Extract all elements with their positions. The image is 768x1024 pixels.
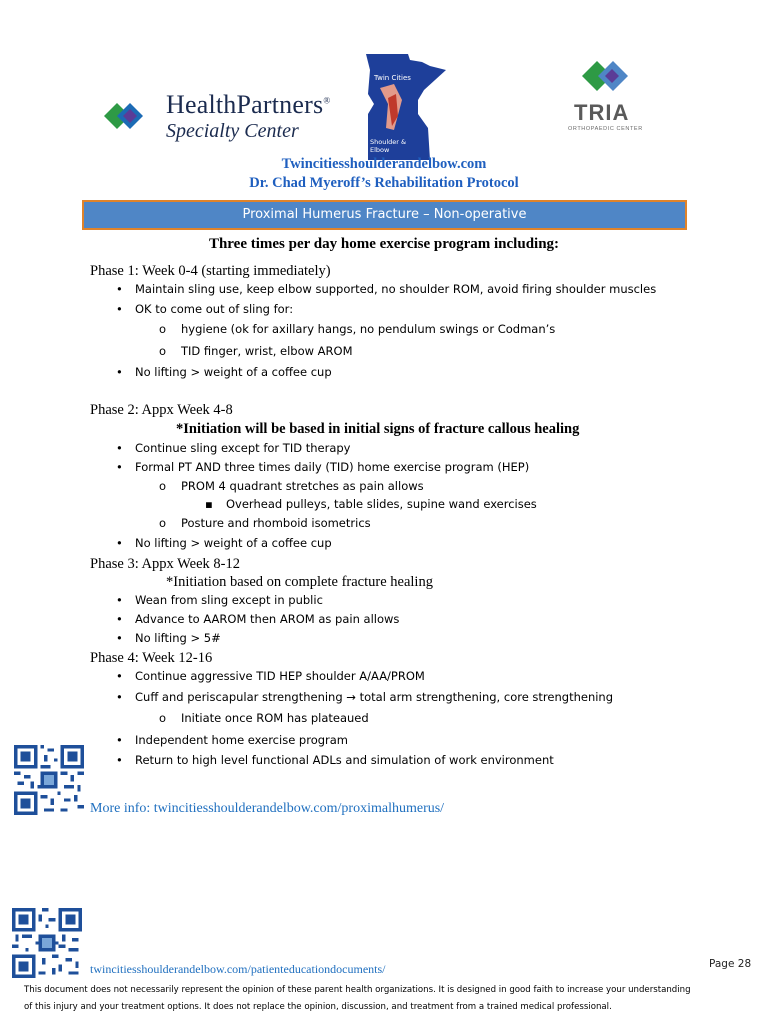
qr-code-icon[interactable] bbox=[12, 908, 82, 978]
phase-note: *Initiation will be based in initial signs of fracture callous healing bbox=[176, 421, 580, 437]
phase-heading: Phase 1: Week 0-4 (starting immediately) bbox=[90, 263, 331, 279]
list-item: No lifting > 5# bbox=[135, 631, 221, 645]
protocol-banner: Proximal Humerus Fracture – Non-operative bbox=[82, 200, 687, 230]
tria-logo bbox=[566, 56, 656, 136]
healthpartners-name: HealthPartners® bbox=[166, 90, 331, 119]
bullet-disc: • bbox=[116, 302, 123, 316]
list-item: No lifting > weight of a coffee cup bbox=[135, 536, 332, 550]
list-item: Formal PT AND three times daily (TID) home exercise program (HEP) bbox=[135, 460, 530, 474]
tria-name: TRIA bbox=[574, 100, 630, 125]
healthpartners-subtitle: Specialty Center bbox=[166, 120, 299, 142]
list-item: OK to come out of sling for: bbox=[135, 302, 294, 316]
bullet-disc: • bbox=[116, 612, 123, 626]
twin-cities-shoulder-elbow-logo bbox=[362, 50, 448, 162]
bullet-circle: o bbox=[159, 344, 167, 358]
bullet-square: ▪ bbox=[205, 497, 213, 511]
list-item: hygiene (ok for axillary hangs, no pendulum swings or Codman’s bbox=[181, 322, 556, 336]
phase-heading: Phase 4: Week 12-16 bbox=[90, 650, 213, 666]
phase-heading: Phase 3: Appx Week 8-12 bbox=[90, 556, 240, 572]
mn-logo-line3: Elbow bbox=[370, 146, 390, 154]
bullet-disc: • bbox=[116, 690, 123, 704]
protocol-title: Dr. Chad Myeroff’s Rehabilitation Protocol bbox=[249, 175, 519, 191]
phase-heading: Phase 2: Appx Week 4-8 bbox=[90, 402, 233, 418]
bullet-circle: o bbox=[159, 479, 167, 493]
bullet-disc: • bbox=[116, 733, 123, 747]
qr-code-icon[interactable] bbox=[14, 745, 84, 815]
more-info-link[interactable]: More info: twincitiesshoulderandelbow.com/proximalhumerus/ bbox=[90, 801, 445, 816]
bullet-disc: • bbox=[116, 536, 123, 550]
list-item: Overhead pulleys, table slides, supine wand exercises bbox=[226, 497, 537, 511]
bullet-disc: • bbox=[116, 669, 123, 683]
tria-subtitle: ORTHOPAEDIC CENTER bbox=[568, 126, 643, 132]
list-item: Wean from sling except in public bbox=[135, 593, 323, 607]
list-item: Continue sling except for TID therapy bbox=[135, 441, 351, 455]
list-item: Continue aggressive TID HEP shoulder A/AA/PROM bbox=[135, 669, 425, 683]
list-item: Independent home exercise program bbox=[135, 733, 349, 747]
list-item: TID finger, wrist, elbow AROM bbox=[181, 344, 353, 358]
site-title: Twincitiesshoulderandelbow.com bbox=[281, 156, 487, 172]
mn-logo-line1: Twin Cities bbox=[374, 74, 411, 82]
tria-diamonds-icon bbox=[580, 56, 638, 96]
mn-logo-line2: Shoulder & bbox=[370, 138, 407, 146]
bullet-circle: o bbox=[159, 711, 167, 725]
footer-link[interactable]: twincitiesshoulderandelbow.com/patienteducationdocuments/ bbox=[90, 962, 386, 976]
list-item: PROM 4 quadrant stretches as pain allows bbox=[181, 479, 424, 493]
disclaimer-line1: This document does not necessarily represent the opinion of these parent health organizations. It is designed in good faith to increase your understanding bbox=[24, 985, 691, 995]
list-item: No lifting > weight of a coffee cup bbox=[135, 365, 332, 379]
list-item: Posture and rhomboid isometrics bbox=[181, 516, 371, 530]
list-item: Initiate once ROM has plateaued bbox=[181, 711, 369, 725]
bullet-disc: • bbox=[116, 365, 123, 379]
bullet-disc: • bbox=[116, 593, 123, 607]
disclaimer-line2: of this injury and your treatment options. It does not replace the opinion, discussion, and treatment from a trained medical professional. bbox=[24, 1002, 612, 1012]
registered-mark: ® bbox=[323, 95, 331, 106]
bullet-circle: o bbox=[159, 516, 167, 530]
bullet-disc: • bbox=[116, 282, 123, 296]
bullet-disc: • bbox=[116, 441, 123, 455]
bullet-disc: • bbox=[116, 460, 123, 474]
bullet-disc: • bbox=[116, 631, 123, 645]
list-item: Maintain sling use, keep elbow supported, no shoulder ROM, avoid firing shoulder muscles bbox=[135, 282, 657, 296]
list-item: Advance to AAROM then AROM as pain allows bbox=[135, 612, 400, 626]
phase-note: *Initiation based on complete fracture healing bbox=[166, 574, 433, 590]
list-item: Cuff and periscapular strengthening → total arm strengthening, core strengthening bbox=[135, 690, 614, 704]
healthpartners-logo bbox=[90, 88, 340, 146]
bullet-circle: o bbox=[159, 322, 167, 336]
healthpartners-diamonds-icon bbox=[90, 90, 162, 142]
page-number: Page 28 bbox=[709, 958, 752, 970]
bullet-disc: • bbox=[116, 753, 123, 767]
list-item: Return to high level functional ADLs and simulation of work environment bbox=[135, 753, 554, 767]
program-title: Three times per day home exercise program including: bbox=[208, 236, 560, 252]
